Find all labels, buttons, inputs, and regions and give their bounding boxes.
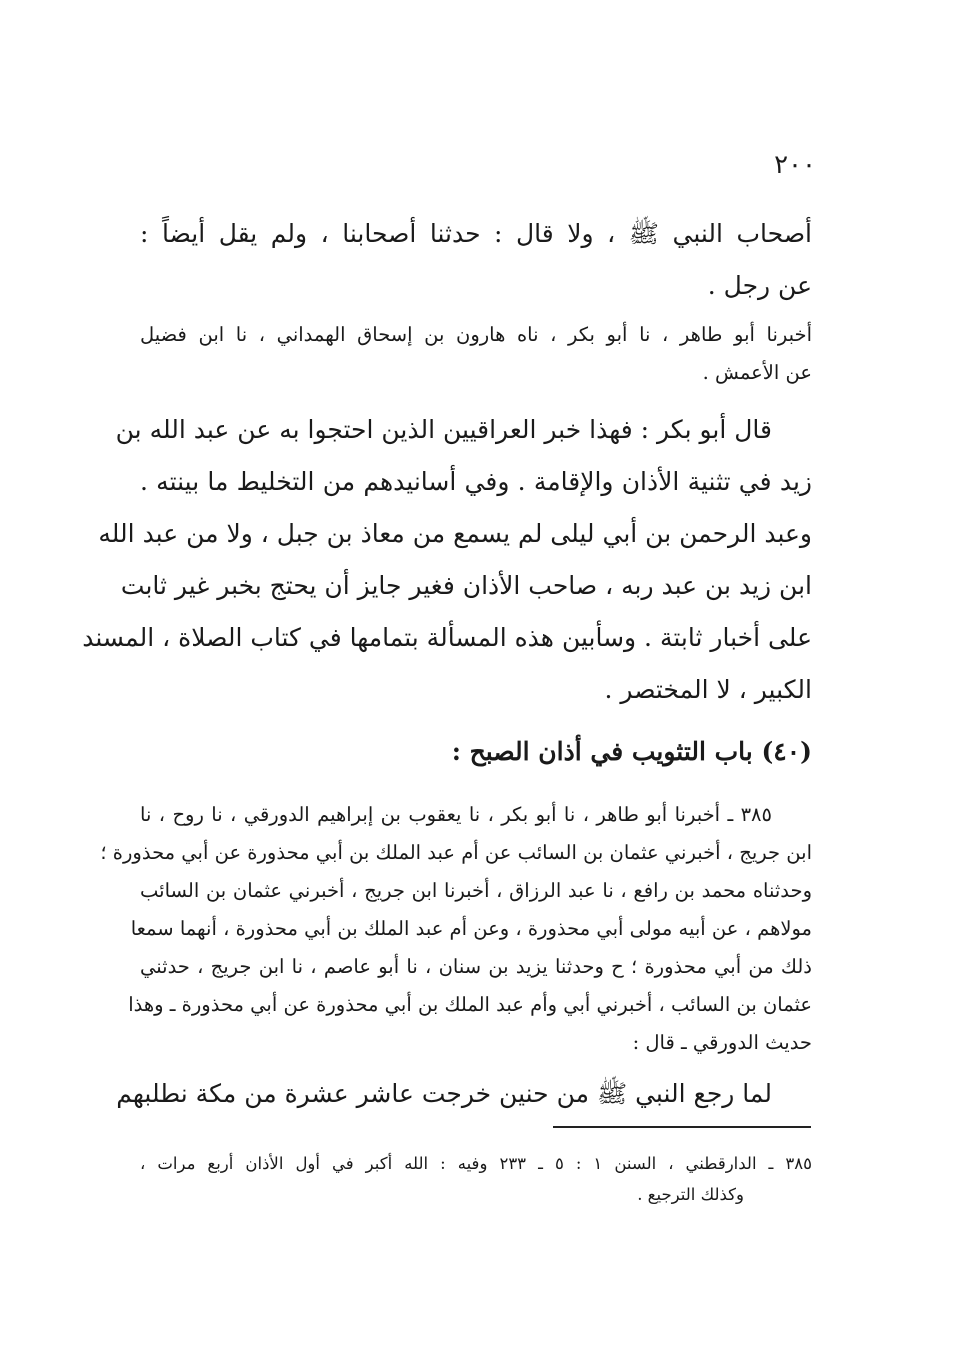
text-line: لما رجع النبي ﷺ من حنين خرجت عاشر عشرة من مكة نطلبهم bbox=[116, 1079, 772, 1108]
text-line: عن الأعمش . bbox=[702, 361, 812, 384]
paragraph-intro bbox=[140, 208, 812, 312]
paragraph-isnad bbox=[140, 316, 812, 392]
footnote-divider bbox=[553, 1126, 811, 1128]
section-heading: (٤٠) باب التثويب في أذان الصبح : bbox=[451, 737, 812, 766]
page-number: ٢٠٠ bbox=[774, 150, 816, 180]
text-line: زيد في تثنية الأذان والإقامة . وفي أسانيدهم من التخليط ما بينته . bbox=[140, 467, 812, 496]
footnote-line: ٣٨٥ ـ الدارقطني ، السنن ١ : ٥ ـ ٢٣٣ وفيه : الله أكبر في أول الأذان أربع مرات ، bbox=[140, 1154, 813, 1173]
text-line: أخبرنا أبو طاهر ، نا أبو بكر ، ناه هارون بن إسحاق الهمداني ، نا ابن فضيل bbox=[140, 323, 812, 346]
text-line: ابن زيد بن عبد ربه ، صاحب الأذان فغير جايز أن يحتج بخبر غير ثابت bbox=[120, 571, 812, 600]
text-line: قال أبو بكر : فهذا خبر العراقيين الذين احتجوا به عن عبد الله بن bbox=[115, 415, 772, 444]
text-line: ابن جريج ، أخبرني عثمان بن السائب عن أم عبد الملك بن أبي محذورة عن أبي محذورة ؛ bbox=[100, 841, 812, 864]
footnote-line: وكذلك الترجيع . bbox=[637, 1185, 744, 1204]
hadith-isnad bbox=[100, 796, 812, 1062]
paragraph-commentary bbox=[82, 404, 812, 716]
text-line: عن رجل . bbox=[707, 271, 812, 300]
text-line: ذلك من أبي محذورة ؛ ح وحدثنا يزيد بن سنان ، نا أبو عاصم ، نا ابن جريج ، حدثني bbox=[140, 955, 812, 978]
text-line: على أخبار ثابتة . وسأبين هذه المسألة بتمامها في كتاب الصلاة ، المسند bbox=[82, 623, 812, 652]
text-line: حديث الدورقي ـ قال : bbox=[632, 1031, 812, 1054]
text-line: وحدثناه محمد بن رافع ، نا عبد الرزاق ، أخبرنا ابن جريج ، أخبرني عثمان بن السائب bbox=[140, 879, 812, 902]
text-line: عثمان بن السائب ، أخبرني أبي وأم عبد الملك بن أبي محذورة عن أبي محذورة ـ وهذا bbox=[128, 993, 812, 1016]
text-line: الكبير ، لا المختصر . bbox=[604, 675, 812, 704]
footnote bbox=[140, 1148, 812, 1210]
text-line: أصحاب النبي ﷺ ، ولا قال : حدثنا أصحابنا ، ولم يقل أيضاً : bbox=[140, 219, 812, 248]
hadith-text bbox=[116, 1068, 812, 1120]
text-line: ٣٨٥ ـ أخبرنا أبو طاهر ، نا أبو بكر ، نا يعقوب بن إبراهيم الدورقي ، نا روح ، نا bbox=[140, 803, 772, 826]
text-line: مولاهم ، عن أبيه مولى أبي محذورة ، وعن أم عبد الملك بن أبي محذورة ، أنهما سمعا bbox=[130, 917, 812, 940]
text-line: وعبد الرحمن بن أبي ليلى لم يسمع من معاذ بن جبل ، ولا من عبد الله bbox=[98, 519, 812, 548]
